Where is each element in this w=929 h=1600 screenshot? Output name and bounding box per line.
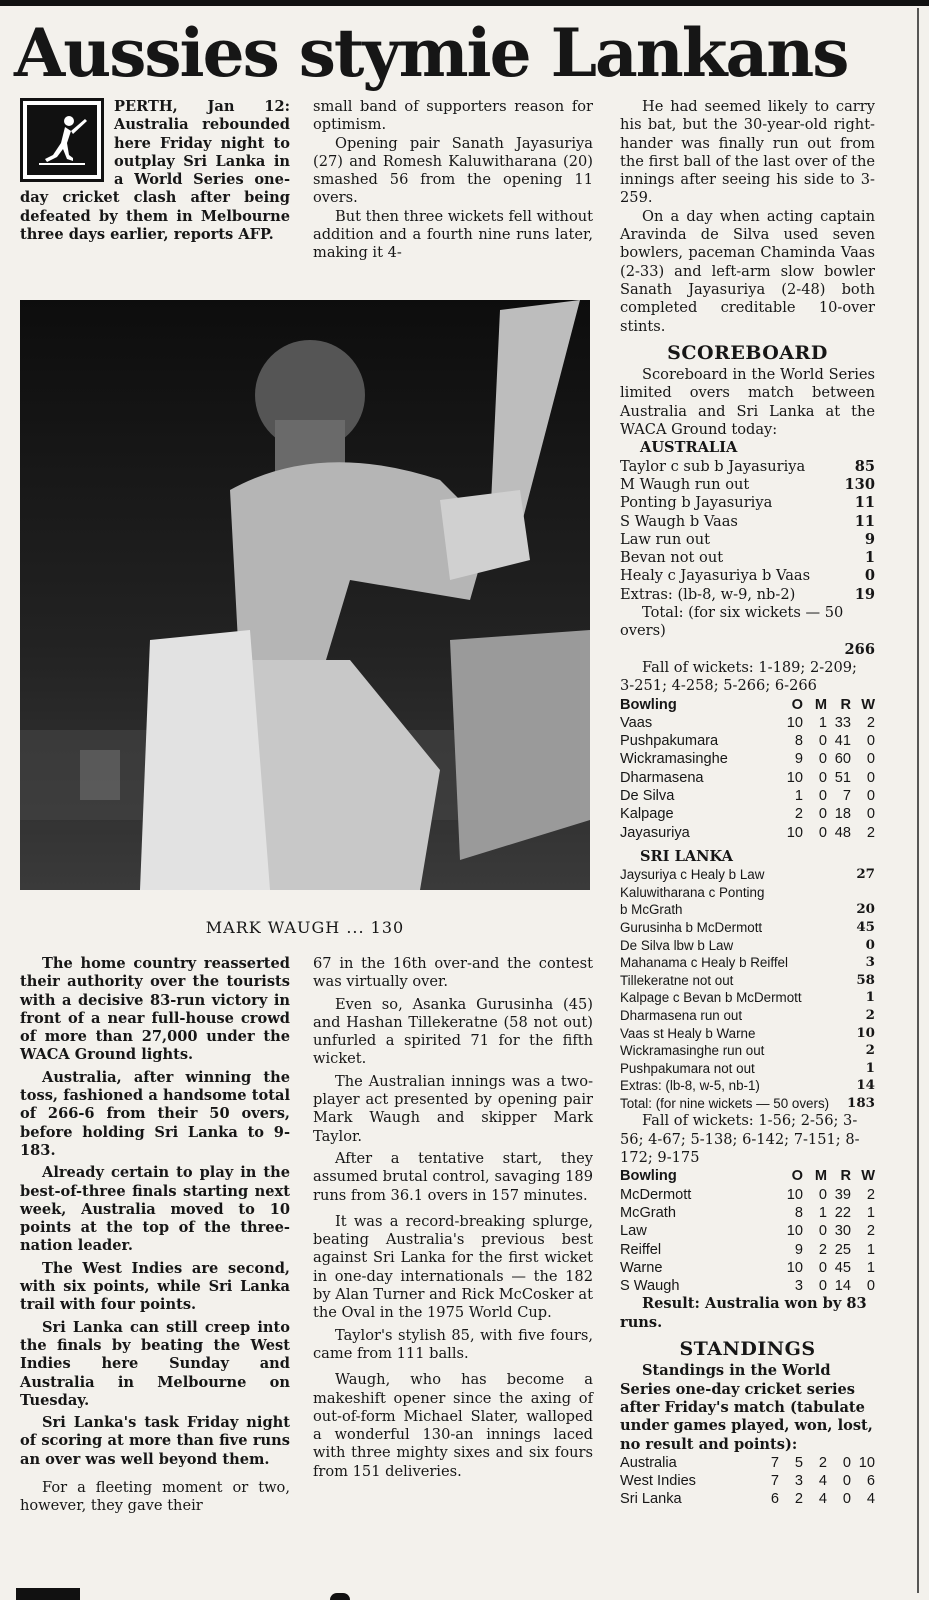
- runs: 130: [844, 475, 875, 493]
- batter: Kalpage c Bevan b McDermott: [620, 990, 802, 1006]
- cricket-logo-icon: [20, 98, 104, 182]
- batting-row: [620, 1025, 875, 1043]
- col-header: W: [861, 696, 875, 713]
- runs: 85: [854, 457, 875, 475]
- cell: 4: [818, 1491, 827, 1508]
- article-column-b-upper: [313, 98, 593, 263]
- col-header: Bowling: [620, 696, 677, 713]
- standings-table: [620, 1454, 875, 1509]
- runs: 0: [864, 567, 875, 585]
- cell: 0: [866, 806, 875, 823]
- cell: 0: [818, 787, 827, 804]
- runs: 1: [864, 549, 875, 567]
- cell: 0: [842, 1454, 851, 1471]
- cell: 2: [866, 1223, 875, 1240]
- cell: 0: [818, 751, 827, 768]
- batting-row: [620, 513, 875, 531]
- article-column-b-lower: [313, 955, 593, 1485]
- cell: 1: [794, 787, 803, 804]
- paragraph: Australia, after winning the toss, fashioned a handsome total of 266-6 from their 50 overs, before holding Sri Lanka to 9-183.: [20, 1068, 290, 1159]
- australia-batting: [620, 458, 875, 696]
- batter: Taylor c sub b Jayasuriya: [620, 457, 806, 475]
- batting-row: [620, 884, 875, 902]
- batsman-photo: [20, 300, 590, 890]
- batter: M Waugh run out: [620, 475, 750, 493]
- cell: 0: [818, 769, 827, 786]
- standings-intro: Standings in the World Series one-day cricket series after Friday's match (tabulate under games played, won, lost, no result and points):: [620, 1362, 873, 1453]
- batting-row: [620, 937, 875, 955]
- runs: 0: [865, 936, 875, 953]
- cell: 39: [834, 1186, 851, 1203]
- col-header: R: [840, 1168, 851, 1185]
- table-header: [620, 1167, 875, 1185]
- cell: 6: [866, 1473, 875, 1490]
- batter: S Waugh b Vaas: [620, 512, 738, 530]
- col-header: R: [840, 696, 851, 713]
- paragraph: The Australian innings was a two-player act presented by opening pair Mark Waugh and skipper Mark Taylor.: [313, 1072, 593, 1145]
- article-column-a-lower: [20, 955, 290, 1520]
- cell: 0: [818, 1223, 827, 1240]
- batter: De Silva lbw b Law: [620, 937, 734, 953]
- bowler: Warne: [620, 1259, 663, 1276]
- cell: 2: [866, 714, 875, 731]
- runs: 2: [865, 1006, 875, 1023]
- paragraph: But then three wickets fell without addition and a fourth nine runs later, making it 4-: [313, 207, 594, 262]
- batting-row: [620, 494, 875, 512]
- paragraph: It was a record-breaking splurge, beating Australia's previous best against Sri Lanka for the first wicket in one-day internationals — the 182 by Alan Turner and Rick McCosker at the Oval in the 1975 World Cup.: [313, 1212, 593, 1322]
- batting-row: [620, 476, 875, 494]
- cell: 45: [834, 1259, 851, 1276]
- batter: Jaysuriya c Healy b Law: [620, 867, 765, 883]
- cell: 60: [834, 751, 851, 768]
- batting-row: [620, 458, 875, 476]
- footer-mark: [330, 1593, 350, 1600]
- bowler: McGrath: [620, 1204, 676, 1221]
- cell: 9: [794, 1241, 803, 1258]
- bowler: Wickramasinghe: [620, 751, 728, 768]
- cell: 8: [794, 1204, 803, 1221]
- cell: 0: [818, 1259, 827, 1276]
- cell: 8: [794, 733, 803, 750]
- batting-row: [620, 531, 875, 549]
- cell: 0: [866, 751, 875, 768]
- table-row: [620, 1259, 875, 1277]
- bowler: Pushpakumara: [620, 733, 719, 750]
- batting-row: [620, 1007, 875, 1025]
- bowler: De Silva: [620, 787, 675, 804]
- batter: Dharmasena run out: [620, 1007, 743, 1023]
- batting-row: [620, 1095, 875, 1113]
- scoreboard-column: [620, 98, 875, 1509]
- cell: 7: [770, 1473, 779, 1490]
- cell: 51: [834, 769, 851, 786]
- table-row: [620, 787, 875, 805]
- cell: 2: [818, 1241, 827, 1258]
- cell: 7: [842, 787, 851, 804]
- batter: Total: (for nine wickets — 50 overs): [620, 1095, 830, 1111]
- total-value: 266: [844, 640, 875, 658]
- batter: Bevan not out: [620, 549, 724, 567]
- batter: Vaas st Healy b Warne: [620, 1025, 756, 1041]
- table-header: [620, 696, 875, 714]
- cell: 18: [834, 806, 851, 823]
- batting-row: [620, 1077, 875, 1095]
- batting-row: [620, 549, 875, 567]
- table-row: [620, 1241, 875, 1259]
- table-row: [620, 824, 875, 842]
- runs: 27: [856, 866, 875, 883]
- runs: 1: [865, 1059, 875, 1076]
- cell: 22: [834, 1204, 851, 1221]
- cell: 30: [834, 1223, 851, 1240]
- batting-row: [620, 586, 875, 604]
- paragraph: Sri Lanka can still creep into the finals by beating the West Indies here Sunday and Australia in Melbourne on Tuesday.: [20, 1318, 290, 1409]
- paragraph: Opening pair Sanath Jayasuriya (27) and Romesh Kaluwitharana (20) smashed 56 from the opening 11 overs.: [313, 134, 593, 207]
- table-row: [620, 805, 875, 823]
- col-header: Bowling: [620, 1168, 677, 1185]
- table-row: [620, 1204, 875, 1222]
- cell: 0: [818, 806, 827, 823]
- paragraph: Already certain to play in the best-of-three finals starting next week, Australia moved to 10 points at the top of the three-nation leader.: [20, 1164, 290, 1255]
- cell: 10: [786, 1223, 803, 1240]
- runs: 1: [865, 989, 875, 1006]
- cell: 0: [842, 1473, 851, 1490]
- cell: 33: [834, 714, 851, 731]
- table-row: [620, 714, 875, 732]
- paragraph: The home country reasserted their authority over the tourists with a decisive 83-run victory in front of a near full-house crowd of more than 27,000 under the WACA Ground lights.: [20, 955, 290, 1064]
- runs: 58: [856, 971, 875, 988]
- cell: 0: [818, 733, 827, 750]
- bowler: Jayasuriya: [620, 824, 690, 841]
- batter: Ponting b Jayasuriya: [620, 494, 773, 512]
- cell: 0: [866, 787, 875, 804]
- cell: 5: [794, 1454, 803, 1471]
- cell: 3: [794, 1473, 803, 1490]
- paragraph: On a day when acting captain Aravinda de Silva used seven bowlers, paceman Chaminda Vaas (2-33) and left-arm slow bowler Sanath Jayasuriya (2-48) both completed creditable 10-over stints.: [620, 207, 875, 335]
- cell: 10: [786, 769, 803, 786]
- cell: 2: [794, 806, 803, 823]
- cell: 10: [786, 714, 803, 731]
- cell: 4: [818, 1473, 827, 1490]
- batter: b McGrath: [620, 902, 683, 918]
- team: West Indies: [620, 1473, 696, 1490]
- paragraph: Sri Lanka's task Friday night of scoring at more than five runs an over was well beyond them.: [20, 1414, 290, 1468]
- table-row: [620, 769, 875, 787]
- bowler: Reiffel: [620, 1241, 662, 1258]
- cell: 6: [770, 1491, 779, 1508]
- runs: 183: [847, 1094, 875, 1111]
- team-heading-sri-lanka: SRI LANKA: [640, 847, 733, 865]
- batter: Pushpakumara not out: [620, 1060, 755, 1076]
- intro-text: Australia rebounded here Friday night to outplay Sri Lanka in a World Series one-day cricket clash after being defeated by them in Melbourne three days earlier, reports AFP.: [20, 116, 290, 244]
- fall-of-wickets: Fall of wickets: 1-189; 2-209; 3-251; 4-258; 5-266; 6-266: [620, 658, 857, 695]
- footer-rule: [16, 1588, 80, 1600]
- cell: 10: [786, 824, 803, 841]
- scoreboard-intro: Scoreboard in the World Series limited overs match between Australia and Sri Lanka at the WACA Ground today:: [620, 366, 875, 439]
- col-header: M: [814, 1168, 827, 1185]
- paragraph: He had seemed likely to carry his bat, but the 30-year-old right-hander was finally run out from the first ball of the last over of the innings after seeing his side to 3-259.: [620, 98, 875, 207]
- australia-bowling-table: [620, 696, 875, 842]
- cell: 14: [834, 1278, 851, 1295]
- runs: 10: [856, 1024, 875, 1041]
- batter: Wickramasinghe run out: [620, 1043, 765, 1059]
- paragraph: 67 in the 16th over-and the contest was virtually over.: [313, 955, 593, 991]
- batter: Kaluwitharana c Ponting: [620, 884, 765, 900]
- batting-row: [620, 989, 875, 1007]
- batting-row: [620, 954, 875, 972]
- sri-lanka-batting: [620, 866, 875, 1112]
- paragraph: small band of supporters reason for optimism.: [313, 98, 593, 134]
- bowler: Dharmasena: [620, 769, 704, 786]
- cell: 48: [834, 824, 851, 841]
- cell: 2: [866, 824, 875, 841]
- bowler: S Waugh: [620, 1278, 680, 1295]
- cell: 1: [866, 1241, 875, 1258]
- batter: Healy c Jayasuriya b Vaas: [620, 567, 811, 585]
- batting-row: [620, 972, 875, 990]
- dateline: PERTH, Jan 12:: [114, 98, 290, 115]
- sri-lanka-bowling-table: [620, 1167, 875, 1295]
- batter: Gurusinha b McDermott: [620, 919, 763, 935]
- table-row: [620, 1277, 875, 1295]
- batting-row: [620, 901, 875, 919]
- standings-heading: STANDINGS: [679, 1338, 816, 1361]
- cell: 2: [866, 1186, 875, 1203]
- batting-row: [620, 919, 875, 937]
- table-row: [620, 732, 875, 750]
- col-header: W: [861, 1168, 875, 1185]
- runs: 45: [856, 918, 875, 935]
- cell: 2: [794, 1491, 803, 1508]
- headline: Aussies stymie Lankans: [14, 14, 848, 92]
- bowler: Vaas: [620, 714, 653, 731]
- runs: 3: [865, 954, 875, 971]
- team: Sri Lanka: [620, 1491, 682, 1508]
- paragraph: Taylor's stylish 85, with five fours, came from 111 balls.: [313, 1326, 593, 1362]
- cell: 0: [866, 733, 875, 750]
- match-result: Result: Australia won by 83 runs.: [620, 1295, 867, 1331]
- batting-row: [620, 567, 875, 585]
- cell: 3: [794, 1278, 803, 1295]
- team: Australia: [620, 1454, 677, 1471]
- cell: 10: [786, 1186, 803, 1203]
- bowler: McDermott: [620, 1186, 692, 1203]
- runs: 20: [856, 901, 875, 918]
- cell: 1: [866, 1204, 875, 1221]
- paragraph: For a fleeting moment or two, however, they gave their: [20, 1479, 290, 1515]
- cell: 0: [818, 1186, 827, 1203]
- cell: 7: [770, 1454, 779, 1471]
- intro-column: [20, 98, 290, 244]
- runs: 11: [854, 512, 875, 530]
- cell: 4: [866, 1491, 875, 1508]
- total-label: Total: (for six wickets — 50 overs): [620, 604, 844, 640]
- table-row: [620, 1222, 875, 1240]
- batting-row: [620, 1042, 875, 1060]
- team-heading-australia: AUSTRALIA: [640, 439, 738, 457]
- batting-row: [620, 866, 875, 884]
- cell: 0: [818, 824, 827, 841]
- cell: 10: [858, 1454, 875, 1471]
- cell: 2: [818, 1454, 827, 1471]
- batter: Extras: (lb-8, w-5, nb-1): [620, 1078, 760, 1094]
- bowler: Law: [620, 1223, 647, 1240]
- cell: 1: [818, 714, 827, 731]
- col-header: O: [791, 696, 803, 713]
- paragraph: After a tentative start, they assumed brutal control, savaging 189 runs from 36.1 overs in 157 minutes.: [313, 1149, 593, 1204]
- batter: Law run out: [620, 530, 710, 548]
- paragraph: Waugh, who has become a makeshift opener since the axing of out-of-form Michael Slater, walloped a wonderful 130-an innings laced with three mighty sixes and six fours from 151 deliveries.: [313, 1371, 593, 1480]
- paragraph: Even so, Asanka Gurusinha (45) and Hashan Tillekeratne (58 not out) unfurled a spirited 71 for the fifth wicket.: [313, 995, 593, 1068]
- table-row: [620, 1490, 875, 1508]
- batting-row: [620, 1060, 875, 1078]
- col-header: O: [791, 1168, 803, 1185]
- paragraph: The West Indies are second, with six points, while Sri Lanka trail with four points.: [20, 1259, 290, 1314]
- photo-caption: MARK WAUGH ... 130: [205, 918, 405, 937]
- fall-of-wickets: Fall of wickets: 1-56; 2-56; 3-56; 4-67; 5-138; 6-142; 7-151; 8-172; 9-175: [620, 1112, 860, 1167]
- cell: 41: [834, 733, 851, 750]
- table-row: [620, 1454, 875, 1472]
- bowler: Kalpage: [620, 806, 674, 823]
- col-header: M: [814, 696, 827, 713]
- top-rule: [0, 0, 929, 6]
- runs: 19: [854, 585, 875, 603]
- cell: 0: [842, 1491, 851, 1508]
- cell: 0: [866, 769, 875, 786]
- cell: 1: [818, 1204, 827, 1221]
- column-rule: [917, 8, 919, 1593]
- table-row: [620, 1186, 875, 1204]
- scoreboard-heading: SCOREBOARD: [667, 341, 828, 364]
- cell: 9: [794, 751, 803, 768]
- cell: 1: [866, 1259, 875, 1276]
- cell: 0: [866, 1278, 875, 1295]
- runs: 14: [856, 1077, 875, 1094]
- cell: 25: [834, 1241, 851, 1258]
- runs: 9: [864, 530, 875, 548]
- runs: 11: [854, 494, 875, 512]
- batter: Tillekeratne not out: [620, 972, 734, 988]
- batter: Mahanama c Healy b Reiffel: [620, 955, 788, 971]
- batter: Extras: (lb-8, w-9, nb-2): [620, 585, 796, 603]
- table-row: [620, 750, 875, 768]
- table-row: [620, 1472, 875, 1490]
- cell: 10: [786, 1259, 803, 1276]
- runs: 2: [865, 1042, 875, 1059]
- cell: 0: [818, 1278, 827, 1295]
